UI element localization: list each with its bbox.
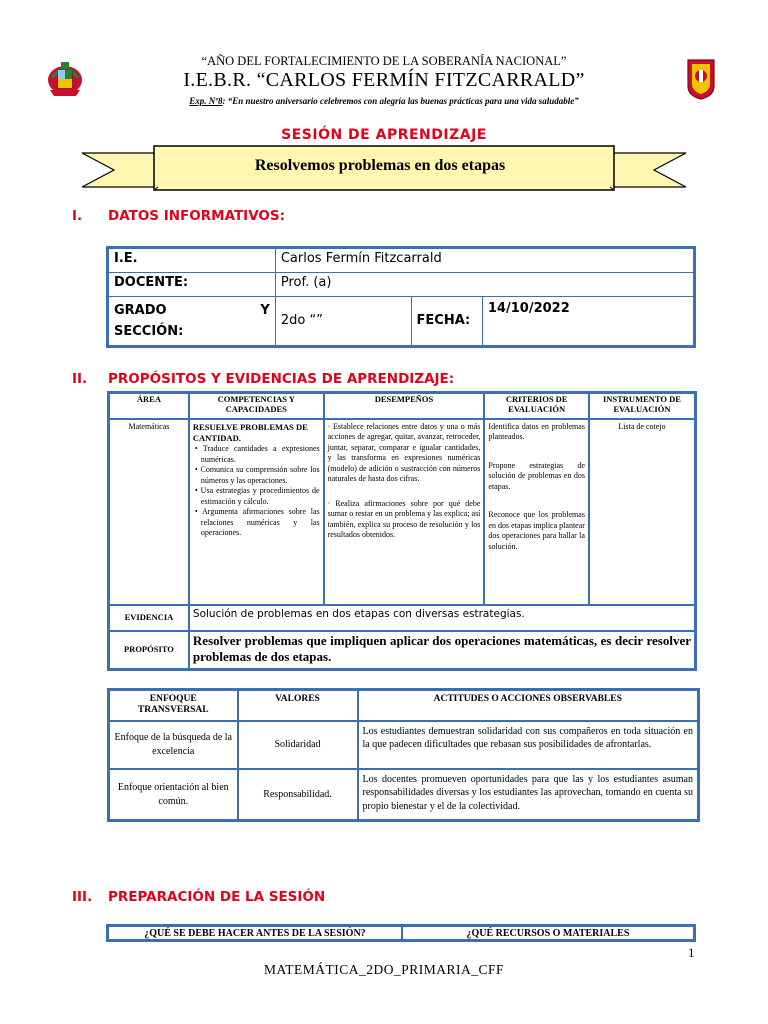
- grado-label: GRADO: [114, 303, 167, 318]
- section-3-title: PREPARACIÓN DE LA SESIÓN: [108, 889, 326, 905]
- capacidad-item: • Traduce cantidades a expresiones numéricas.: [194, 443, 320, 464]
- year-motto: “AÑO DEL FORTALECIMIENTO DE LA SOBERANÍA NACIONAL”: [201, 54, 567, 68]
- session-banner-title: Resolvemos problemas en dos etapas: [254, 157, 506, 174]
- criterio-item: Reconoce que los problemas en dos etapas implica plantear dos operaciones para hallar la solución.: [488, 510, 585, 551]
- section-3-number: III.: [72, 889, 93, 905]
- grado-seccion-label: [108, 297, 276, 347]
- valor-cell: Responsabilidad.: [238, 769, 358, 821]
- section-2-number: II.: [72, 371, 88, 387]
- section-1-number: I.: [72, 208, 83, 224]
- preparacion-table: [106, 924, 696, 942]
- section-1-heading: [72, 208, 285, 224]
- capacidad-item: • Argumenta afirmaciones sobre las relaciones numéricas y las operaciones.: [194, 507, 320, 538]
- propositos-table: [107, 391, 697, 671]
- area-cell: Matemáticas: [109, 419, 189, 605]
- actitud-cell: Los docentes promueven oportunidades para que las y los estudiantes asuman responsabilidades diversas y los estudiantes las aprovechan, tomando en cuenta su propio bienestar y el de la colectividad.: [358, 769, 699, 821]
- table-row: [109, 769, 699, 821]
- enfoque-cell: Enfoque orientación al bien común.: [109, 769, 238, 821]
- proposito-text: Resolver problemas que impliquen aplicar dos operaciones matemáticas, es decir resolver problemas de dos etapas.: [189, 631, 696, 670]
- capacidad-item: • Comunica su comprensión sobre los números y las operaciones.: [194, 465, 320, 485]
- section-1-title: DATOS INFORMATIVOS:: [108, 208, 286, 224]
- desempeno-item: · Establece relaciones entre datos y una o más acciones de agregar, quitar, avanzar, retroceder, juntar, separar, comparar e igualar cantidades, y las transforma en expresiones numéricas (modelo) de adición o sustracción con números naturales de hasta dos cifras.: [327, 421, 481, 484]
- section-3-heading: [72, 889, 325, 905]
- evidencia-label: EVIDENCIA: [109, 605, 189, 631]
- header-enfoque: ENFOQUE TRANSVERSAL: [109, 690, 238, 721]
- actitud-cell: Los estudiantes demuestran solidaridad con sus compañeros en toda situación en la que padecen dificultades que rebasan sus posibilidades de afrontarlas.: [358, 721, 699, 769]
- header-competencias: COMPETENCIAS Y CAPACIDADES: [189, 393, 324, 419]
- desempenos-cell: [324, 419, 485, 605]
- school-name: I.E.B.R. “CARLOS FERMÍN FITZCARRALD”: [183, 69, 585, 91]
- criterios-cell: [484, 419, 589, 605]
- experience-text: : “En nuestro aniversario celebremos con alegría las buenas prácticas para una vida saludable”: [222, 96, 579, 106]
- ie-label: I.E.: [108, 248, 276, 273]
- header-actitudes: ACTITUDES O ACCIONES OBSERVABLES: [358, 690, 699, 721]
- desempeno-item: · Realiza afirmaciones sobre por qué debe sumar o restar en un problema y las explica; así también, explica su proceso de resolución y los resultados obtenidos.: [327, 498, 481, 540]
- datos-informativos-table: [106, 246, 696, 348]
- table-row: [109, 721, 699, 769]
- valor-cell: Solidaridad: [238, 721, 358, 769]
- fecha-label: FECHA:: [411, 297, 482, 347]
- criterio-item: Identifica datos en problemas planteados.: [488, 421, 585, 442]
- competencias-cell: [189, 419, 324, 605]
- criterio-item: Propone estrategias de solución de problemas en dos etapas.: [488, 460, 585, 491]
- header-antes-sesion: ¿QUÉ SE DEBE HACER ANTES DE LA SESIÓN?: [108, 926, 402, 941]
- header-area: ÁREA: [109, 393, 189, 419]
- ie-value: Carlos Fermín Fitzcarrald: [275, 248, 694, 273]
- header-desempenos: DESEMPEÑOS: [324, 393, 485, 419]
- seccion-label: SECCIÓN:: [114, 324, 184, 340]
- document-footer: MATEMÁTICA_2DO_PRIMARIA_CFF: [263, 962, 505, 977]
- enfoque-cell: Enfoque de la búsqueda de la excelencia: [109, 721, 238, 769]
- instrumento-cell: Lista de cotejo: [589, 419, 696, 605]
- competencia-title: RESUELVE PROBLEMAS DE CANTIDAD.: [192, 421, 308, 443]
- grado-value: 2do “”: [275, 297, 411, 347]
- grado-y-label: Y: [260, 303, 270, 318]
- section-2-title: PROPÓSITOS Y EVIDENCIAS DE APRENDIZAJE:: [108, 371, 455, 387]
- experience-line: [0, 96, 768, 106]
- header-instrumento: INSTRUMENTO DE EVALUACIÓN: [589, 393, 696, 419]
- header-valores: VALORES: [238, 690, 358, 721]
- experience-label: Exp. Nº8: [189, 96, 223, 106]
- proposito-label: PROPÓSITO: [109, 631, 189, 670]
- capacidad-item: • Usa estrategias y procedimientos de estimación y cálculo.: [194, 486, 320, 506]
- header-recursos: ¿QUÉ RECURSOS O MATERIALES: [402, 926, 695, 941]
- enfoques-transversales-table: [107, 688, 700, 822]
- session-title: SESIÓN DE APRENDIZAJE: [281, 127, 487, 143]
- header-criterios: CRITERIOS DE EVALUACIÓN: [484, 393, 589, 419]
- page-number: 1: [688, 945, 695, 960]
- evidencia-text: Solución de problemas en dos etapas con diversas estrategias.: [189, 605, 696, 631]
- section-2-heading: [72, 371, 454, 387]
- docente-label: DOCENTE:: [108, 273, 276, 297]
- docente-value: Prof. (a): [275, 273, 694, 297]
- fecha-value: 14/10/2022: [482, 297, 694, 347]
